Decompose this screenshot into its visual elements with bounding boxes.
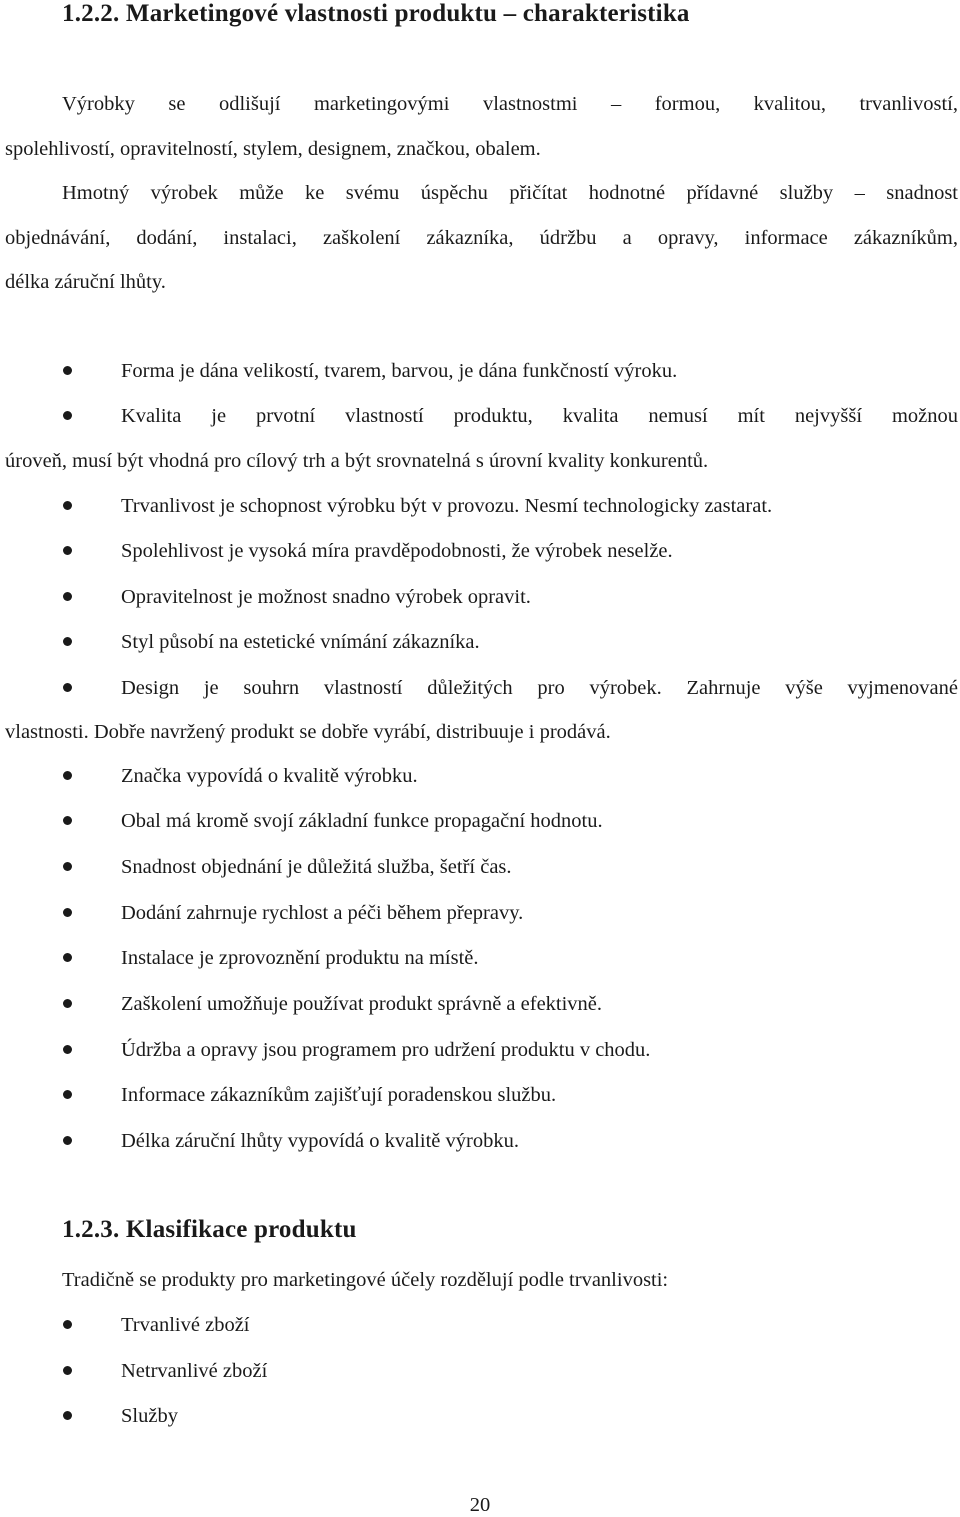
- list-item-trvanlive-zbozi: Trvanlivé zboží: [121, 1314, 250, 1336]
- paragraph-1-line-1: Výrobky se odlišují marketingovými vlastnostmi – formou, kvalitou, trvanlivostí,: [62, 93, 958, 115]
- list-item-design-continuation: vlastnosti. Dobře navržený produkt se dobře vyrábí, distribuuje i prodává.: [5, 721, 611, 743]
- bullet-marker: [63, 1136, 72, 1145]
- list-item-netrvanlive-zbozi: Netrvanlivé zboží: [121, 1360, 268, 1382]
- list-item-informace: Informace zákazníkům zajišťují poradenskou službu.: [121, 1084, 557, 1106]
- bullet-marker: [63, 501, 72, 510]
- bullet-marker: [63, 999, 72, 1008]
- bullet-marker: [63, 1366, 72, 1375]
- list-item-spolehlivost: Spolehlivost je vysoká míra pravděpodobnosti, že výrobek neselže.: [121, 540, 673, 562]
- list-item-kvalita-continuation: úroveň, musí být vhodná pro cílový trh a být srovnatelná s úrovní kvality konkurentů.: [5, 450, 709, 472]
- section-heading-1-2-2: 1.2.2. Marketingové vlastnosti produktu – charakteristika: [62, 0, 690, 27]
- bullet-marker: [63, 1045, 72, 1054]
- list-item-kvalita: Kvalita je prvotní vlastností produktu, kvalita nemusí mít nejvyšší možnou: [121, 405, 958, 427]
- list-item-opravitelnost: Opravitelnost je možnost snadno výrobek opravit.: [121, 586, 531, 608]
- paragraph-2-line-1: Hmotný výrobek může ke svému úspěchu přičítat hodnotné přídavné služby – snadnost: [62, 182, 958, 204]
- bullet-marker: [63, 816, 72, 825]
- bullet-marker: [63, 411, 72, 420]
- section-heading-1-2-3: 1.2.3. Klasifikace produktu: [62, 1216, 357, 1243]
- list-item-forma: Forma je dána velikostí, tvarem, barvou, je dána funkčností výroku.: [121, 360, 678, 382]
- list-item-snadnost-objednani: Snadnost objednání je důležitá služba, šetří čas.: [121, 856, 512, 878]
- list-item-zaskoleni: Zaškolení umožňuje používat produkt správně a efektivně.: [121, 993, 603, 1015]
- paragraph-2-line-3: délka záruční lhůty.: [5, 271, 166, 293]
- list-item-delka-zarucni-lhuty: Délka záruční lhůty vypovídá o kvalitě výrobku.: [121, 1130, 519, 1152]
- paragraph-2-line-2: objednávání, dodání, instalaci, zaškolení zákazníka, údržbu a opravy, informace zákazníkům,: [5, 227, 958, 249]
- bullet-marker: [63, 1411, 72, 1420]
- list-item-instalace: Instalace je zprovoznění produktu na místě.: [121, 947, 479, 969]
- list-item-dodani: Dodání zahrnuje rychlost a péči během přepravy.: [121, 902, 524, 924]
- paragraph-1-line-2: spolehlivostí, opravitelností, stylem, designem, značkou, obalem.: [5, 138, 541, 160]
- section-2-intro: Tradičně se produkty pro marketingové účely rozdělují podle trvanlivosti:: [62, 1269, 669, 1291]
- list-item-sluzby: Služby: [121, 1405, 178, 1427]
- bullet-marker: [63, 683, 72, 692]
- list-item-udrzba: Údržba a opravy jsou programem pro udržení produktu v chodu.: [121, 1039, 651, 1061]
- bullet-marker: [63, 908, 72, 917]
- bullet-marker: [63, 366, 72, 375]
- list-item-znacka: Značka vypovídá o kvalitě výrobku.: [121, 765, 418, 787]
- list-item-trvanlivost: Trvanlivost je schopnost výrobku být v provozu. Nesmí technologicky zastarat.: [121, 495, 773, 517]
- bullet-marker: [63, 637, 72, 646]
- list-item-obal: Obal má kromě svojí základní funkce propagační hodnotu.: [121, 810, 603, 832]
- bullet-marker: [63, 953, 72, 962]
- bullet-marker: [63, 862, 72, 871]
- bullet-marker: [63, 771, 72, 780]
- list-item-design: Design je souhrn vlastností důležitých pro výrobek. Zahrnuje výše vyjmenované: [121, 677, 958, 699]
- bullet-marker: [63, 546, 72, 555]
- page-number: 20: [469, 1494, 491, 1516]
- bullet-marker: [63, 1320, 72, 1329]
- bullet-marker: [63, 1090, 72, 1099]
- list-item-styl: Styl působí na estetické vnímání zákazníka.: [121, 631, 480, 653]
- bullet-marker: [63, 592, 72, 601]
